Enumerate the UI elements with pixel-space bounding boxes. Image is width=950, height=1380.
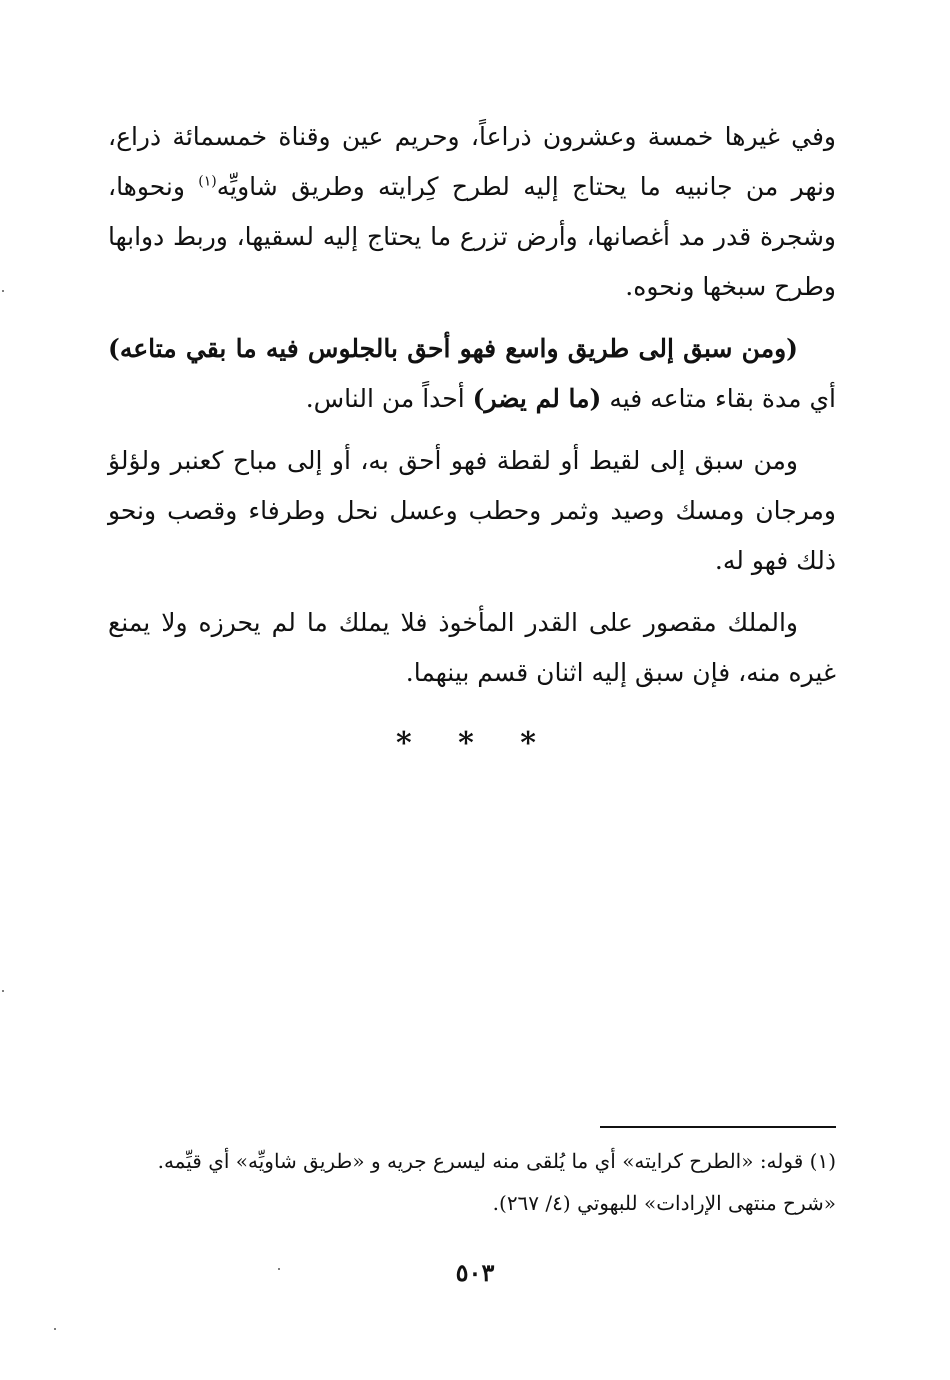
- footnote-marker: (١): [198, 173, 217, 190]
- section-separator: * * *: [396, 726, 554, 761]
- scan-speck: [278, 1268, 280, 1270]
- scan-speck: [2, 290, 4, 292]
- paragraph-2-bold-1: (ومن سبق إلى طريق واسع فهو أحق بالجلوس فيه ما بقي متاعه): [108, 334, 798, 363]
- page-number: ٥٠٣: [455, 1258, 495, 1287]
- footnote-line-1: (١) قوله: «الطرح كرايته» أي ما يُلقى منه ليسرع جريه و «طريق شاويِّه» أي قيِّمه.: [157, 1149, 836, 1173]
- paragraph-2-bold-2: (ما لم يضر): [472, 384, 602, 413]
- paragraph-2: [108, 324, 836, 424]
- footnote-divider: [600, 1126, 836, 1128]
- scan-speck: [2, 990, 4, 992]
- paragraph-4-text: والملك مقصور على القدر المأخوذ فلا يملك ما لم يحرزه ولا يمنع غيره منه، فإن سبق إليه اثنان قسم بينهما.: [108, 608, 836, 687]
- footnote: [108, 1140, 836, 1224]
- paragraph-1-text-b: ونحوها، وشجرة قدر مد أغصانها، وأرض تزرع ما يحتاج إليه لسقيها، وربط دوابها وطرح سبخها ونحوه.: [108, 172, 836, 301]
- paragraph-2-text-1: أي مدة بقاء متاعه فيه: [601, 384, 836, 413]
- scan-speck: [54, 1328, 56, 1330]
- paragraph-4: [108, 598, 836, 698]
- paragraph-1: [108, 112, 836, 312]
- paragraph-3-text: ومن سبق إلى لقيط أو لقطة فهو أحق به، أو إلى مباح كعنبر ولؤلؤ ومرجان ومسك وصيد وثمر وحطب وعسل نحل وطرفاء وقصب ونحو ذلك فهو له.: [108, 446, 836, 575]
- paragraph-3: [108, 436, 836, 586]
- paragraph-1-text-a: وفي غيرها خمسة وعشرون ذراعاً، وحريم عين وقناة خمسمائة ذراع، ونهر من جانبيه ما يحتاج إليه لطرح كِرايته وطريق شاويِّه: [108, 122, 836, 201]
- main-text: [108, 112, 836, 710]
- footnote-line-2: «شرح منتهى الإرادات» للبهوتي (٤/ ٢٦٧).: [492, 1191, 836, 1215]
- paragraph-2-text-2: أحداً من الناس.: [305, 384, 473, 413]
